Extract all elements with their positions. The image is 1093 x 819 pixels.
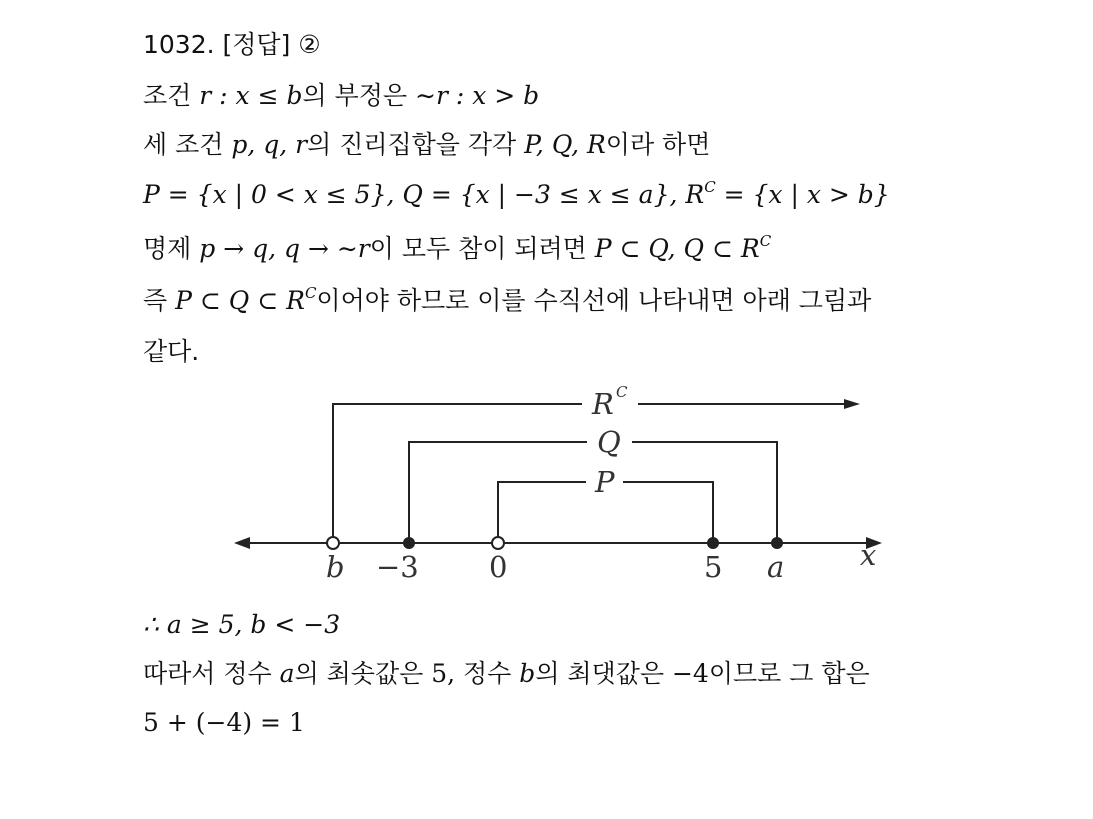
min-max-line xyxy=(143,654,870,694)
value-minus4: −4 xyxy=(671,659,709,688)
tick-b: b xyxy=(326,550,345,584)
conclusion-line xyxy=(143,605,340,645)
text: 이어야 하므로 이를 수직선에 나타내면 아래 그림과 xyxy=(316,286,872,315)
text: 명제 xyxy=(143,234,192,263)
point-b-open xyxy=(327,537,339,549)
problem-header: 1032. [정답] ② xyxy=(143,30,321,59)
final-sum: 5 + (−4) = 1 xyxy=(143,708,305,737)
negation-line xyxy=(143,76,539,116)
negation-r: ∼r : x > b xyxy=(415,81,540,110)
subset-relation: P ⊂ Q, Q ⊂ R xyxy=(594,234,760,263)
tick-5: 5 xyxy=(704,550,723,584)
number-line-diagram xyxy=(220,380,920,590)
conditions: p, q, r xyxy=(231,130,308,159)
complement-mark: C xyxy=(304,284,317,302)
text: 즉 xyxy=(143,286,168,315)
final-sum-line xyxy=(143,703,305,743)
text: 의 부정은 xyxy=(302,81,408,110)
conclusion: ∴ a ≥ 5, b < −3 xyxy=(143,610,341,639)
text: 같다. xyxy=(143,337,200,366)
tick-a: a xyxy=(767,550,785,584)
point-minus3-closed xyxy=(403,537,415,549)
text: 의 최솟값은 xyxy=(294,659,424,688)
point-a-closed xyxy=(771,537,783,549)
q-bracket-right xyxy=(632,442,777,543)
text: 정수 xyxy=(463,659,512,688)
subset-chain-line xyxy=(143,281,871,321)
subset-chain: P ⊂ Q ⊂ R xyxy=(175,286,305,315)
proposition-line xyxy=(143,229,771,269)
truth-sets-intro xyxy=(143,125,710,165)
value-5: 5, xyxy=(431,659,456,688)
tick-minus3: −3 xyxy=(376,550,419,584)
rc-bracket xyxy=(333,404,582,543)
text: 따라서 정수 xyxy=(143,659,272,688)
text: 이라 하면 xyxy=(605,130,711,159)
point-5-closed xyxy=(707,537,719,549)
sets-pq: P = {x | 0 < x ≤ 5}, Q = {x | −3 ≤ x ≤ a}, R xyxy=(143,180,705,209)
point-0-open xyxy=(492,537,504,549)
q-label: Q xyxy=(597,425,621,459)
p-bracket-right xyxy=(623,482,713,543)
complement-mark: C xyxy=(704,178,716,196)
axis-label-x: x xyxy=(860,538,877,572)
text: 의 진리집합을 각각 xyxy=(307,130,517,159)
implications: p → q, q → ∼r xyxy=(199,234,370,263)
set-definitions xyxy=(143,175,890,215)
rc-label: R xyxy=(592,387,614,421)
axis-left-arrow xyxy=(234,537,250,549)
p-bracket-left xyxy=(498,482,586,543)
condition-r: r : x ≤ b xyxy=(199,81,303,110)
tick-0: 0 xyxy=(489,550,508,584)
text: 이므로 그 합은 xyxy=(708,659,870,688)
text: 의 최댓값은 xyxy=(535,659,665,688)
complement-mark: C xyxy=(759,232,772,250)
rc-arrowhead xyxy=(844,399,860,409)
text: 이 모두 참이 되려면 xyxy=(369,234,587,263)
text-line xyxy=(143,332,199,372)
text: 조건 xyxy=(143,81,192,110)
var-a: a xyxy=(279,659,295,688)
text: 세 조건 xyxy=(143,130,224,159)
rc-sup: C xyxy=(616,383,628,401)
p-label: P xyxy=(595,465,615,499)
set-rc: = {x | x > b} xyxy=(715,180,890,209)
sets: P, Q, R xyxy=(524,130,606,159)
var-b: b xyxy=(519,659,536,688)
